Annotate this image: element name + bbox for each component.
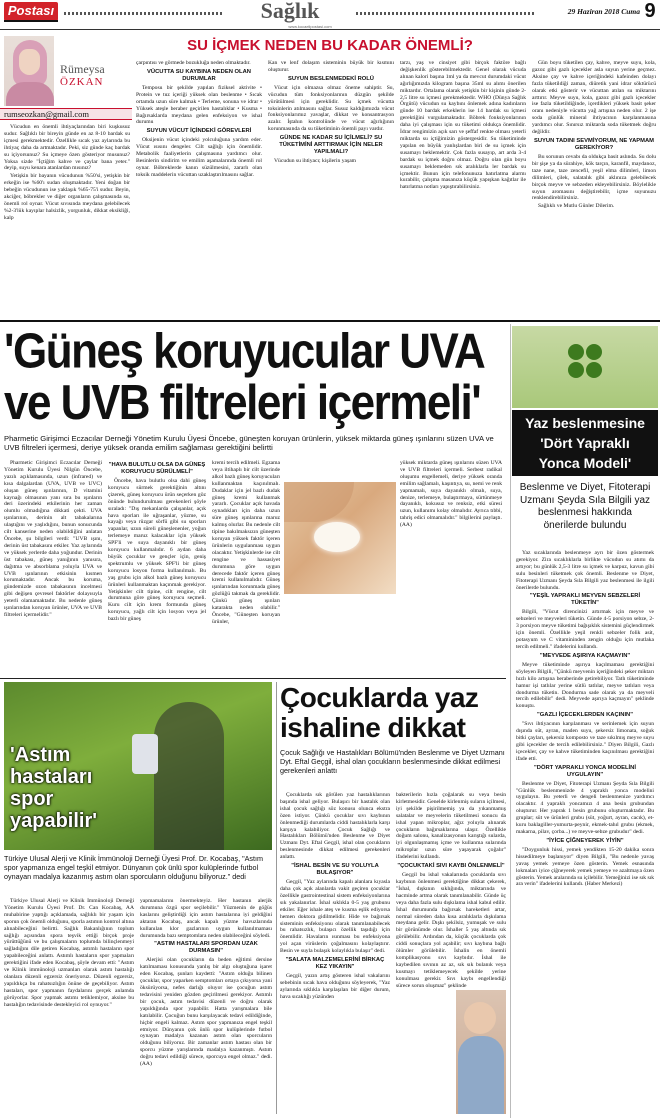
article1-paragraph: Vücudun su ihtiyacı; kişilerin yaşam (274, 158, 357, 165)
article1-subheading: GÜNDE NE KADAR SU İÇİLMELİ? SU TÜKETİMİNİ ARTTIRMAK İÇİN NELER YAPILMALI? (279, 135, 383, 156)
article2-column-2 (108, 460, 206, 672)
sidebar-lead: Beslenme ve Diyet, Fitoterapi Uzmanı Şeyda Sıla Bilgili yaz beslenmesi hakkında önerilerde bulundu (519, 482, 651, 531)
article1-column-3 (268, 60, 394, 316)
article1-column-5 (532, 60, 656, 316)
article4-column-2 (140, 898, 272, 1114)
article4-paragraph: yapmamalarını önermekteyiz. Her hastanın alerjik durumuna özgü spor seçilebilir." Yüzmenin de göğüs kaslarını geliştirdiği için astım hastalarına iyi geldiğini aktaran Kocabaş, ancak kapalı yüzme havuzlarında kullanılan klor gazlarının uygun kullanılmaması durumunda bazı semptomlara neden olabileceğini söyledi. (140, 898, 272, 939)
article1-column-4 (400, 60, 526, 316)
columnist-photo (4, 36, 54, 106)
section-title: Sağlık (260, 0, 320, 23)
sunscreen-photo (284, 482, 396, 594)
article1-paragraph: Kan ve lenf dolaşım sisteminin büyük bir kısmını oluşturur. (268, 60, 394, 73)
issue-date: 29 Haziran 2018 Cuma (567, 7, 640, 16)
article3-lead: Çocuk Sağlığı ve Hastalıkları Bölümü'nden Beslenme ve Diyet Uzmanı Dyt. Eftal Geçgil, ishal olan çocukların beslenmesinde dikkat edilmesi gerekenleri anlattı (280, 748, 505, 775)
article3-paragraph: bakterilerin hızla çoğalarak su veya besin kirletmesidir. Genelde kirlenmiş suların içilmesi, iyi şekilde pişirilmemiş ya da yıkanmamış salatalar ve meyvelerin tüketilmesi sonucu da ishal yapan mikroplar, ağız yoluyla alınarak çocukların bağırsaklarına ulaşır. Özellikle doğum salonu, kanalizasyonun karıştığı sularda, iyi olgunlaşmamış içme ve kullanma sularında mikroplar uzun süre yaşayarak çoğalır" ifadelerini kullandı. (396, 792, 506, 861)
face-shape (19, 49, 40, 75)
article1-paragraph: Gün boyu tüketilen çay, kahve, meyve suyu, kola, gazoz gibi gazlı içecekler asla suyun yerine geçmez. Aksine çay ve kahve içeriğindeki kafeinden dolayı fazla tüketildiği zaman, diüretik yani idrar söktürücü olarak etki gösterir ve vücuttan atılan su miktarını arttırır. Meyve suyu, kola, gazoz gibi gazlı içecekler ise fazla tüketildiğinde, içerdikleri yüksek basit şeker oranı nedeniyle vücutta yağ artışına neden olur. 2 işe soda günlük mineral ihtiyacının karşılanmasına yardımcı olur. Sınırsız miktarda soda tüketmek doğru değildir. (532, 60, 656, 136)
section-divider (0, 320, 660, 322)
shoulder-shape (284, 482, 354, 522)
article1-paragraph: Vücudun en önemli ihtiyaçlarından biri kuşkusuz sudur. Sağlıklı bir bireyin günde en az 8-10 bardak su içmesi gerekmektedir. Özellikle sıcak yaz aylarında bu ihtiyaç daha da artmaktadır. Peki, siz günde kaç bardak su içiyorsunuz? Su içmeye özen gösteriyor musunuz? Yoksa sizde "İçtiğim kahve ve çaylar bana yeter." deyip, suyu kenara atanlardan mısınız? (4, 124, 130, 172)
sidebar-header-photo (512, 326, 658, 408)
article3-subheading: "SALATA MALZEMELERİNİ BİRKAÇ KEZ YIKAYIN" (285, 957, 385, 971)
article2-paragraph: kremi tercih edilmeli. Egzama veya iltihaplı bir cilt üzerinde alkol bazlı güneş koruyucuları kullanmaktan kaçınılmalı. Dudaklar için jel bazlı dudak güneş kremi kullanmak yararlı. Çocuklar açık havada oynadıkları için daha uzun süre güneş ışınlarına maruz kalmış olurlar. Bu nedenle cilt tipine bakılmaksızın güneşten koruyan yüksek faktör içeren ürünlerin uygulanması uygun olacaktır. Yetişkinlerde ise cilt rengine ve hassasiyet durumuna göre uygun derecede faktör içeren güneş kremi kullanılmalıdır. Güneş ışınlarından korunmada güneş gözlüğü takmak da gereklidir. Çünkü güneş ışınları katarakta neden olabilir." Öncebe, "Güneşten koruyan ürünler, (212, 460, 280, 625)
cream-swirl (314, 522, 360, 552)
article4-subheading: "ASTIM HASTALARI SPORDAN UZAK DURMASIN" (154, 941, 258, 955)
article3-headline-line1: Çocuklarda yaz (280, 682, 479, 713)
article1-paragraph: Temposu bir şekilde yapılan fiziksel aktivite • Protein ve tuz içeriği yüksek olan beslenme • Sıcak ortamda uzun süre kalmak • Terleme, sonuna ve idrar • Yüksek ateşle beraber geçirilen hastalıklar • Kusma • Bağırsaklarda meydana gelen enfeksiyon ve ishal durumu (136, 84, 262, 126)
article1-paragraph: Vücut için olmazsa olmaz öneme sahiptir. Su, vücudun tüm fonksiyonlarının düzgün şekilde yürütülmesi için gereklidir. Su içmek vücutta toksinlerin atılmasını sağlar. Susuz kaldığımızda vücut fonksiyonlarımız yavaşlar, dikkat ve konsantrasyon azalır. İştahın kontrolünde ve vücut ağırlığının korunmasında da su tüketiminin önemli payı vardır. (268, 84, 394, 133)
article4-paragraph: Türkiye Ulusal Alerji ve Klinik İmmünoloji Derneği Yönetim Kurulu Üyesi Prof. Dr. Can Kocabaş, AA muhabirine yaptığı açıklamada, sağlıklı bir yaşam için sporun çok önemli olduğunu, sporla astımın kontrol altına alınabileceğini belirtti. Sağlık Bakanlığının toplum sağlığı açısından spora teşvik ettiği birçok proje yürüttüğünü ve bu çalışmaların toplumda bilinçlenmeyi sağladığını dile getiren Kocabaş, astımlı hastaların spor yapabileceğini anlattı. Astımlı hastaların spor yapmaları gerektiğini ifade eden Kocabaş, şöyle devam etti: "Astım ve Klinik immünoloji uzmanları olarak astım hastalığı olanlara düzenli egzersiz öneriyoruz. Düzenli egzersiz, yapıldıkça bu rahatsızlığın önüne de geçebiliyor. Astım hastaları, spor yapmanın faydalarını gerçek anlamda görüyorlar. Spor yapmak astımı tetiklemiyor, aksine bu hastalığın tedavisinde destekleyici rol oynuyor." (4, 898, 134, 1008)
article2-lead: Pharmetic Girişimci Eczacılar Derneği Yönetim Kurulu Üyesi Öncebe, güneşten koruyan ürünlerin, yüksek miktarda güneş ışınlarını süzen UVA ve UVB filtreleri içermesi, deriye yüksek oranda emilim sağlaması gerektiğini belirtti (4, 434, 494, 453)
sidebar-paragraph: Bilgili, "Vücut direncinizi artırmak için meyve ve sebzeleri ve meyveleri tüketin. Günde 4-5 porsiyon sebze, 2-3 porsiyon meyve tüketimi bağışıklık sistemini güçlendirmek için önemli. Özellikle yeşil renkli sebzeler folik asit, potasyum ve C vitamininden zengin olduğu için mutlaka tercih edilmeli." ifadelerini kullandı. (516, 609, 654, 650)
article3-headline-line2: ishaline dikkat (280, 712, 466, 743)
article2-subheading: "HAVA BULUTLU OLSA DA GÜNEŞ KORUYUCU SÜRÜLMELİ" (108, 462, 206, 475)
sidebar-paragraph: "Sıvı ihtiyacının karşılanması ve serinlemek için suyun dışında süt, ayran, maden suyu, şekersiz limonata, soğuk bitki çayları, şekersiz komposto ve taze sıkılmış meyve suyu gibi içecekler de tercih edilebilirsiniz." Diyen Bilgili, Gazlı içecekler, çay ve kahve tüketiminden kaçınılması gerektiğini ifade etti. (516, 721, 654, 762)
sidebar-subheading: "GAZLI İÇECEKLERDEN KAÇININ" (537, 712, 633, 719)
sidebar-paragraph: Meyve tüketiminde aşırıya kaçılmaması gerektiğini söyleyen Bilgili, "Çünkü meyvenin içeriğindeki şeker miktarı hızlı kilo artışına beraberinde getirebiliyor. Tatlı tüketiminde hamur işi tatlılar yerine sütlü tatlılar, meyve tatlıları veya dondurma tüketin. Dondurma sade olarak ya da meyveli tercih edilebilir" dedi. Meyvede aşırıya kaçmayın" şeklinde konuştu. (516, 661, 654, 710)
column-divider (276, 682, 277, 1114)
article2-paragraph: Öncebe, hava bulutlu olsa dahi güneş koruyucu sürmek gerektiğinin altını çizerek, güneş koruyucu ürün seçerken göz önünde bulundurulması gerekenleri şöyle sıraladı: "Dış mekanlarda çalışanlar, açık hava sporları ile uğraşanlar, yüzme, su kayağı veya rüzgar sörfü gibi su sporları yapanlar, uzun süreli güneşlenenler, yoğun terlemeye maruz kalacaklar için yüksek SPF'li ve suya dayanıklı bir güneş koruyucu kullanmalıdır. 6 aydan daha büyük çocuklar ve gençler için, geniş spektrumlu ve yüksek SPF'li bir güneş koruyucu losyon forma kullanılmalı. Bu yaş grubu için alkol bazlı güneş koruyucu ürünleri kullanmaktan kaçınmak gerekiyor. Yetişkinler cilt tipine, cilt rengine, cilt durumuna göre güneş koruyucu seçmeli. Kuru cilt için krem formunda güneş koruyucu, yağlı cilt için losyon veya jel bazlı bir güneş (108, 478, 206, 623)
child-head-shape (464, 1002, 496, 1034)
columnist-last-name: ÖZKAN (60, 76, 104, 88)
article2-headline: 'Güneş koruyucular UVA ve UVB filtreleri içermeli' (4, 323, 483, 431)
sidebar-paragraph: Beslenme ve Diyet, Fitoterapi Uzmanı Şeyda Sıla Bilgili "Günlük beslenmenizde 4 yapraklı yonca modelini uygulayın. Bu yeterli ve dengeli beslenmenize yardımcı olacaktır. 4 yapraklı yoncamızı 4 ana besin grubundan oluşturur. Her yaprak 1 besin grubunu oluşturmaktadır. Bu gruplar; süt ve ürünleri grubu (süt, yoğurt, ayran, cacık), et-kuru baklagiller-yumurta-peynir, ekmek-tahıl grubu (ekmek, makarna, pilav, çorba...) ve meyve-sebze grubudur" dedi. (516, 780, 654, 835)
sidebar-body (516, 550, 654, 1114)
article4-column-1 (4, 898, 134, 1114)
article3-subheading: "ÇOCUKTAKİ SIVI KAYBI ÖNLENMELİ" (397, 863, 505, 870)
sidebar-paragraph: "Doygunluk hissi, yemek yendikten 15-20 dakika sonra hissedilmeye başlanıyor" diyen Bilgili, "Bu nedenle yavaş yavaş yemek yemeye özen gösterin. Yemek esnasında lokmaları iyice çiğneyerek yemek yemeye ve azaltmaya özen gösterin. Yemek aralarında su içilebilir. Yemeğinizi ise sık sık ara verin" ifadelerini kullandı. (Haber Merkezi) (516, 846, 654, 888)
person-silhouette (154, 702, 224, 850)
masthead (0, 0, 660, 29)
sidebar-title-line2: 'Dört Yapraklı (540, 435, 630, 451)
article1-subheading: SUYUN VÜCUT İÇİNDEKİ GÖREVLERİ (146, 128, 252, 135)
sidebar-subheading: "DÖRT YAPRAKLI YONCA MODELİNİ UYGULAYIN" (534, 764, 636, 778)
sidebar-title-line1: Yaz beslenmesine (525, 415, 645, 431)
page-number: 9 (644, 0, 656, 22)
article1-paragraph: Oksijenin vücut içindeki yolculuğuna yardım eder. Vücut ısısını dengeler. Cilt sağlığı için önemlidir. Metabolik faaliyetlerin çalışmasına yardımcı olur. Besinlerin sindirim ve emilim aşamalarında önemli rol oynar. Böbreklerde kanın süzülmesini, zararlı olan toksik maddelerin vücuttan uzaklaştırılmasını sağlar. (136, 137, 262, 178)
article1-paragraph: Yetişkin bir bayanın vücudunun %50'si, yetişkin bir erkeğin ise %60'ı sudan oluşmaktadır. Yeni doğan bir bebeğin vücudunun ise yaklaşık %65-75'i sudur. Beyin, akciğer, böbrekler ve diğer organların çalışmasında su, önemli rol oynar. Vücut sıvısında meydana gelebilecek %2-3'lük kayıplar halsizlik, yorgunluk, dikkat eksikliği, kalp (4, 173, 130, 221)
article1-subheading: SUYUN BESLENMEDEKİ ROLÜ (288, 75, 374, 82)
article3-column-1 (280, 792, 390, 1114)
child-photo (456, 990, 506, 1114)
article2-column-3 (212, 460, 280, 672)
article3-paragraph: Geçgil bu ishal vakalarında çocuklarda sıvı kaybının önlenmesi gerektiğine dikkat çekerek, "İshal, dışkının sıklığında, miktarında ve hacminde artma olarak tanımlanabilir. Günde üç veya daha fazla sulu dışkılama ishal kabul edilir. İshal durumunda bağırsak hareketleri artar, normal süreden daha kısa aralıklarla dışkılama meydana gelir. Dışkı şekilsiz, yumuşak ve sulu bir görünümde olur. İshaller 5 yaş altında sık görülebilir. Ardından da, küçük çocuklarda çok ciddi sonuçlara yol açabilir; sıvı kaybına bağlı ölümler görülebilir. İshalin en önemli komplikasyonu sıvı kaybıdır. İshal ile kaybedilen sıvının az az, sık sık bulanık veya kusmayı tetiklemeyecek şekilde yerine konulması gerekir. Sıvı kaybı engellendiği sürece sorun oluşmaz" şeklinde (396, 872, 506, 989)
article4-lead: Türkiye Ulusal Alerji ve Klinik İmmünoloji Derneği Üyesi Prof. Dr. Kocabaş, "Astım spor yapmanıza engel teşkil etmiyor. Dünyanın çok ünlü spor kulüplerinde futbol oynayan madalya kazanmış astım olan sporcuların olduğunu biliyoruz." dedi (4, 854, 263, 881)
sidebar-subheading: "İYİCE ÇİĞNEYEREK YİYİN" (546, 837, 624, 844)
newspaper-logo-text: Postası (7, 3, 55, 18)
article1-paragraph: Bu sorunun cevabı da oldukça basit aslında. Su dolu bir şişe ya da sürahiye, kök tarçın, karanfil, maydanoz, taze nane, taze zencefil, yeşil elma dilimleri, limon dilimleri, çilek, salatalık gibi aklınıza gelebilecek birçok meyve ve sebzeden ekleyebilirsiniz. Böylelikle suyun aromasını değiştirebilir, içme suyunuzu renklendirebilirsiniz. (532, 153, 656, 202)
article1-signoff: Sağlıklı ve Mutlu Günler Dilerim. (538, 203, 615, 210)
sidebar-paragraph: Yaz sıcaklarında beslenmeye ayrı bir özen göstermek gerekiyor. Zira sıcaklıklarla birlikte vücudun su atımı da artıyor; bu günlük 2,5-3 litre su içmek ve karpuz, kavun gibi sulu besinleri tüketmek çok önemli. Beslenme ve Diyet, Fitoterapi Uzmanı Şeyda Sıla Bilgili yaz beslenmesi ile ilgili önerilerde bulundu. (516, 550, 654, 591)
columnist-first-name: Rümeysa (60, 62, 105, 76)
article1-column-2 (136, 60, 262, 316)
asthma-photo-caption: 'Astım hastaları spor yapabilir' (10, 744, 98, 832)
section-divider (0, 678, 506, 679)
article1-subheading: VÜCUTTA SU KAYBINA NEDEN OLAN DURUMLAR (147, 68, 251, 82)
sidebar-subheading: "MEYVEDE AŞIRIYA KAÇMAYIN" (539, 652, 631, 659)
logo-tagline-bar (4, 20, 58, 22)
header-rule-right (356, 12, 536, 15)
article3-paragraph: Çocuklarda sık görülen yaz hastalıklarının başında ishal geliyor. Bulaşıcı bir hastalık olan ishal çocuk sağlığı söz konusu olunca ekstra özen istiyor. Çünkü çocuklar sıvı kaybının önlenmediği durumlarda ciddi hastalıklarla karşı karşıya kalabiliyor. Çocuk Sağlığı ve Hastalıkları Bölümü'nden Beslenme ve Diyet Uzmanı Dyt. Eftal Geçgil, ishal olan çocukların beslenmesinde dikkat edilmesi gerekenleri anlattı. (280, 792, 390, 861)
article1-paragraph: tarzı, yaş ve cinsiyet gibi birçok faktöre bağlı değişkenlik gösterebilmektedir. Genel olarak vücuda alınan kalori başına 1ml ya da mevcut durumdaki vücut ağırlığımızda kilogram başına 35ml su alımı önerilen miktardır. Ortalama olarak yetişkin bir kişinin günde 2-2,5 litre su içmesi gerekmektedir. WHO (Dünya Sağlık Örgütü) vücudun su kaybını önlemek adına kadınların günde 10 bardak erkeklerin ise 14 bardak su içmesi gerektiğini vurgulamaktadır. Böbrek fonksiyonlarının daha iyi çalışması için su tüketimi oldukça önemlidir. İdrar rengimizin açık sarı ve şeffaf renkte olması yeterli miktarda su içtiğimizin göstergesidir. Su tüketiminde yapılan en büyük yanlışlardan biri de su içmek için susamayı beklemektir. Çok fazla susayıp, art arda 3-4 bardak su içmek doğru olmaz. Doğru olan gün boyu susamayı beklemeden sık aralıklarla ler bardak su içmektir. Bunun için telefonunuza hatırlatma alarmı kurabilir, çalışma masanıza küçük yapışkan kağıtlar ile hatırlatma notları yapıştırabilirsiniz. (400, 60, 526, 191)
article4-paragraph: Alerjisi olan çocukların da beden eğitimi dersine katılmaması konusunda yanlış bir algı oluştuğuna işaret eden Kocabaş, şunları kaydetti: "Astım olduğu bilinen çocuklar, spor yaparken semptomları ortaya çıkıyorsa yani öksürüyorsa, nefes darlığı oluyor ise çocuğun astım tedavisini yeniden gözden geçirilmesi gerekiyor. Astımlı bir çocuk, astım tedavisi düzenli ve doğru olarak yapıldığında spor yapabilir. Hatta yarışmalara bile katılabilir. Çocuğun bunu karşılayacak tedavi edildiğinde, hiçbir engeli kalmaz. Astım spor yapmanıza engel teşkil etmiyor. Dünyanın çok ünlü spor kulüplerinde futbol oynayan madalya kazanan astım olan sporcuların olduğunu biliyoruz. Bir zamanlar astım hastası olan bir sporcu yüzme yarışlarında madalya kazanmıştı. Astım doğru tedavi edildiği sürece, sporcuya engel olmaz." dedi. (AA) (140, 957, 272, 1068)
article2-paragraph: yüksek miktarda güneş ışınlarını süzen UVA ve UVB filtreleri içermeli. Serbest radikal oluşumu engellemeli, deriye yüksek oranda emilim sağlamalı, kaşıntıya, su, nemi ve renk yapmamalı, suya dayanıklı olmalı, suya, denize, terlemeye, bulaştırmaya, sürtünmeye dayanıklı, kokusuz ve renksiz, etki süresi uzun, kullanımı kolay olmalıdır. Ayrıca tıbbi, tahriş edici olmamalıdır." bilgilerini paylaştı. (AA) (400, 460, 502, 529)
article1-paragraph: çarpıntısı ve görmede bozukluğa neden olmaktadır. (136, 60, 251, 66)
child-body-shape (458, 1036, 504, 1114)
clover-icon (568, 344, 602, 378)
article1-subheading: SUYUN TADINI SEVMİYORUM, NE YAPMAM GEREKİYOR? (533, 137, 655, 151)
article3-paragraph: Geçgil, yazın artış gösteren ishal vakalarını sebebinin sıcak hava olduğunu söyleyerek, "Yaz aylarında sıklıkla karşılaşılan bir diğer durum, hava sıcaklığı yüzünden (280, 973, 390, 1000)
website: www.kocaelipostasi.com (288, 24, 332, 29)
sidebar-title-line3: Yonca Modeli' (538, 455, 632, 471)
sidebar-subheading: "YEŞİL YAPRAKLI MEYVEN SEBZELERİ TÜKETİN" (529, 593, 641, 607)
shoulders-shape (6, 82, 54, 106)
header-bottom-rule (0, 29, 660, 30)
article1-headline: SU İÇMEK NEDEN BU KADAR ÖNEMLİ? (187, 37, 473, 54)
header-rule (64, 12, 224, 15)
article2-column-1 (4, 460, 102, 672)
article2-paragraph: Pharmetic Girişimci Eczacılar Derneği Yönetim Kurulu Üyesi Nilgün Öncebe, yazılı açıklamasında, uzun (infrared) ve kısa dalgalardan (UVA, UVB ve UVC) oluşan güneş ışınlarının, D vitamini kaynağı olmasının yanı sıra bu ışınların deri üzerindeki etkilerinin her zaman olumlu olmadığına dikkati çekti. UVA ışınlarının, derinin alt tabakalarına ulaştığını ve yaşlıdığını, bunun sonucunda cilt kanserine neden olabildiğini anlatan Öncebe, şu bilgileri verdi: "UVB ışını, derinin üst tabakasını etkiler. Yaz aylarında ve yüksek yerlerde daha yoğundur. Derinin üst tabakası, güneş yanığının yanısıra, dağıtma ve absorblama yoluyla UVA ve UVB ışınlarının etkisinin kısmen korumaktadır. Ancak bu koruma, gündemizde ozon tabakasının incelmesi gibi değişen çevresel faktörler dolayısıyla yeterli olamamaktadır. Bu nedenle güneş ışınlarından koruyan ürünler, UVA ve UVB filtreleri içermelidir." (4, 460, 102, 618)
columnist-email[interactable]: rumseozkan@gmail.com (4, 109, 90, 119)
article1-column-1 (4, 124, 130, 316)
article3-subheading: "İSHAL BESİN VE SU YOLUYLA BULAŞIYOR" (291, 863, 379, 877)
article3-paragraph: Geçgil, "Yaz aylarında kapalı alanlara kıyasla daha çok açık alanlarda vakit geçiren çocuklar özellikle gastrointestinal sistem enfeksiyonlarına sık yakalanırlar. İshal sıklıkla 0-5 yaş grubunu etkiler. Eğer ishale ateş ve kusma eşlik ediyorsa hemen doktora gidilmelidir. Hide ve bağırsak sisteminin enfeksiyonu olarak tanımlanabilecek bu rahatsızlık, bulaşıcı özellik taşıdığı için önemlidir. Havaların ısınması bu enfeksiyona yol açan virüslerin çoğalmasını kolaylaştırır. Besin ve suyla bulaşık kolaylıkla bulaşır" dedi. (280, 879, 390, 955)
article2-column-4 (400, 460, 502, 580)
